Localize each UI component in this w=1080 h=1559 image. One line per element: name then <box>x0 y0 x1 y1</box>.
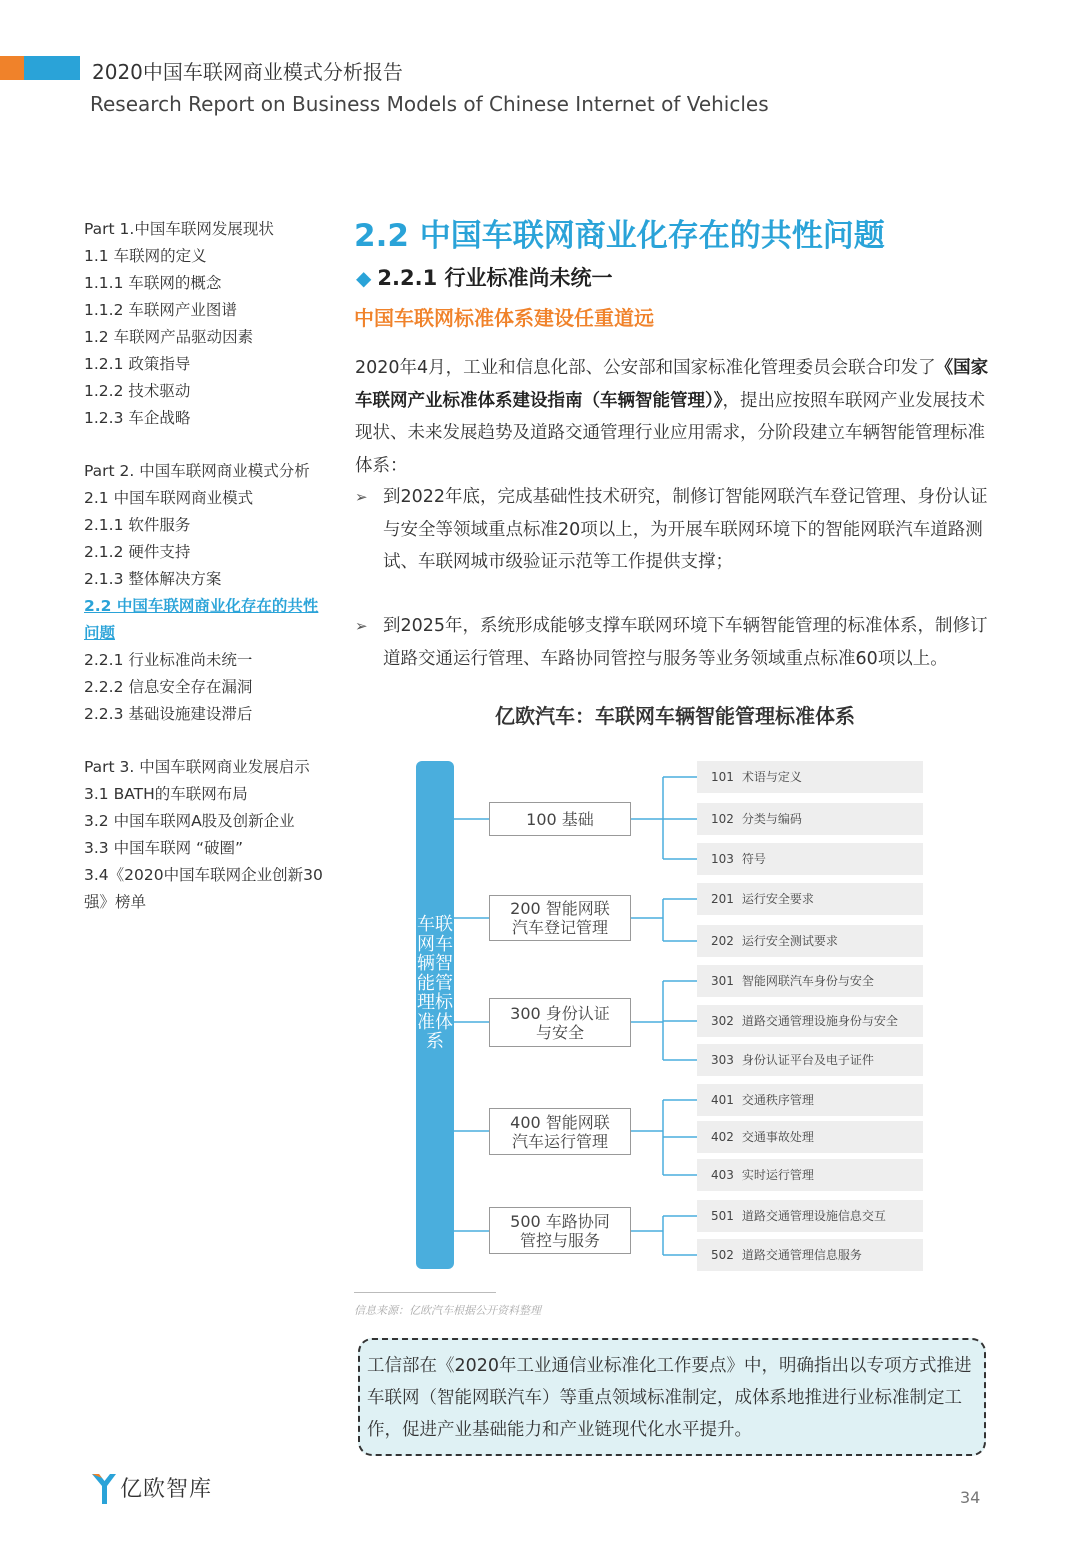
leaf-label: 交通事故处理 <box>741 1130 814 1144</box>
toc-item[interactable]: 1.2 车联网产品驱动因素 <box>84 328 254 346</box>
toc-item[interactable]: 3.1 BATH的车联网布局 <box>84 785 248 803</box>
arrow-bullet-icon: ➢ <box>355 617 368 635</box>
logo-text: 亿欧智库 <box>120 1477 213 1502</box>
leaf-item <box>697 1044 923 1076</box>
category-label: 300 身份认证 <box>510 1003 610 1023</box>
table-of-contents <box>84 216 334 942</box>
leaf-code: 302 <box>711 1014 734 1028</box>
leaf-code: 102 <box>711 812 734 826</box>
leaf-code: 401 <box>711 1093 734 1107</box>
toc-group-part3 <box>84 754 334 916</box>
toc-item[interactable]: 2.1.1 软件服务 <box>84 516 191 534</box>
category-label: 汽车登记管理 <box>511 918 608 937</box>
leaf-item <box>697 803 923 835</box>
leaf-code: 103 <box>711 852 734 866</box>
category-box <box>489 1207 631 1254</box>
toc-item[interactable]: 2.1 中国车联网商业模式 <box>84 489 254 507</box>
leaf-label: 运行安全测试要求 <box>741 934 838 948</box>
toc-item[interactable]: Part 3. 中国车联网商业发展启示 <box>84 758 310 776</box>
callout-box: 工信部在《2020年工业通信业标准化工作要点》中，明确指出以专项方式推进车联网（智能网联汽车）等重点领域标准制定，成体系地推进行业标准制定工作，促进产业基础能力和产业链现代化水平提升。 <box>358 1338 986 1456</box>
toc-item[interactable]: 1.1.1 车联网的概念 <box>84 274 222 292</box>
leaf-item <box>697 1200 923 1232</box>
toc-item[interactable]: 1.1 车联网的定义 <box>84 247 207 265</box>
page-number: 34 <box>960 1488 981 1507</box>
category-label: 管控与服务 <box>519 1230 600 1250</box>
leaf-item <box>697 883 923 915</box>
toc-item[interactable]: 3.2 中国车联网A股及创新企业 <box>84 812 295 830</box>
subsection-title-text: 2.2.1 行业标准尚未统一 <box>377 266 613 290</box>
toc-item[interactable]: 1.2.2 技术驱动 <box>84 382 191 400</box>
leaf-label: 智能网联汽车身份与安全 <box>741 974 874 988</box>
toc-group-part2 <box>84 458 334 728</box>
leaf-code: 301 <box>711 974 734 988</box>
toc-item[interactable]: 1.2.3 车企战略 <box>84 409 191 427</box>
category-label: 与安全 <box>535 1022 584 1042</box>
toc-item[interactable]: 2.2.3 基础设施建设滞后 <box>84 705 253 723</box>
toc-item[interactable]: 3.3 中国车联网 “破圈” <box>84 839 244 857</box>
leaf-item <box>697 843 923 875</box>
category-label: 200 智能网联 <box>510 899 610 918</box>
leaf-code: 101 <box>711 770 734 784</box>
logo-y-icon <box>90 1470 118 1506</box>
section-title: 2.2 中国车联网商业化存在的共性问题 <box>354 218 885 254</box>
leaf-item <box>697 925 923 957</box>
report-title: 2020中国车联网商业模式分析报告 <box>92 60 403 84</box>
toc-item[interactable]: 2.1.3 整体解决方案 <box>84 570 222 588</box>
source-divider <box>354 1292 496 1293</box>
leaf-code: 502 <box>711 1248 734 1262</box>
category-label: 100 基础 <box>526 809 594 829</box>
leaf-item <box>697 1005 923 1037</box>
bullet-text: 到2025年，系统形成能够支撑车联网环境下车辆智能管理的标准体系，制修订道路交通运行管理、车路协同管控与服务等业务领域重点标准60项以上。 <box>383 616 988 669</box>
category-box <box>489 802 631 836</box>
paragraph-text: ，提出应按照车联网产业发展技术现状、未来发展趋势及道路交通管理行业应用需求，分阶段建立车辆智能管理标准体系： <box>355 390 985 476</box>
toc-item[interactable]: Part 2. 中国车联网商业模式分析 <box>84 462 310 480</box>
diamond-icon: ◆ <box>356 266 372 290</box>
bullet-item <box>355 481 995 579</box>
category-label: 汽车运行管理 <box>511 1131 608 1151</box>
leaf-label: 身份认证平台及电子证件 <box>741 1053 874 1067</box>
arrow-bullet-icon: ➢ <box>355 488 368 506</box>
leaf-code: 303 <box>711 1053 734 1067</box>
bullet-text: 到2022年底，完成基础性技术研究，制修订智能网联汽车登记管理、身份认证与安全等领域重点标准20项以上，为开展车联网环境下的智能网联汽车道路测试、车联网城市级验证示范等工作提供支撑； <box>383 487 988 572</box>
category-label: 400 智能网联 <box>510 1112 610 1132</box>
paragraph-text: 2020年4月，工业和信息化部、公安部和国家标准化管理委员会联合印发了 <box>355 358 936 378</box>
leaf-label: 符号 <box>741 852 766 866</box>
leaf-code: 403 <box>711 1168 734 1182</box>
toc-group-part1 <box>84 216 334 432</box>
leaf-label: 实时运行管理 <box>741 1168 814 1182</box>
leaf-label: 道路交通管理信息服务 <box>741 1248 862 1262</box>
leaf-label: 道路交通管理设施信息交互 <box>741 1209 886 1223</box>
toc-item[interactable]: 1.2.1 政策指导 <box>84 355 191 373</box>
figure-source: 信息来源：亿欧汽车根据公开资料整理 <box>354 1304 541 1317</box>
toc-item[interactable]: 2.2.2 信息安全存在漏洞 <box>84 678 253 696</box>
leaf-label: 交通秩序管理 <box>741 1093 814 1107</box>
leaf-code: 501 <box>711 1209 734 1223</box>
category-box <box>489 998 631 1047</box>
leaf-item <box>697 1121 923 1153</box>
intro-paragraph <box>355 352 995 482</box>
leaf-label: 道路交通管理设施身份与安全 <box>741 1014 898 1028</box>
leaf-label: 术语与定义 <box>741 770 802 784</box>
leaf-code: 402 <box>711 1130 734 1144</box>
leaf-label: 分类与编码 <box>741 812 802 826</box>
figure-title: 亿欧汽车：车联网车辆智能管理标准体系 <box>495 704 855 728</box>
header-orange-block <box>0 56 24 80</box>
toc-item[interactable]: 3.4《2020中国车联网企业创新30强》榜单 <box>84 866 323 911</box>
brand-logo <box>90 1470 220 1506</box>
category-box <box>489 1108 631 1155</box>
leaf-item <box>697 1159 923 1191</box>
leaf-item <box>697 761 923 793</box>
subsection-title <box>356 262 613 292</box>
subsection-highlight: 中国车联网标准体系建设任重道远 <box>354 306 654 330</box>
leaf-code: 201 <box>711 892 734 906</box>
toc-item[interactable]: Part 1.中国车联网发展现状 <box>84 220 274 238</box>
leaf-item <box>697 965 923 997</box>
leaf-label: 运行安全要求 <box>741 892 814 906</box>
leaf-item <box>697 1084 923 1116</box>
bullet-item <box>355 610 995 675</box>
leaf-code: 202 <box>711 934 734 948</box>
report-subtitle: Research Report on Business Models of Chinese Internet of Vehicles <box>90 92 769 116</box>
leaf-item <box>697 1239 923 1271</box>
standards-system-diagram <box>350 755 990 1275</box>
root-label: 车联网车辆智能管理标准体系 <box>417 914 453 1052</box>
paragraph-bold-title: 《国家车联网产业标准体系建设指南（车辆智能管理）》 <box>355 358 989 411</box>
toc-item[interactable]: 1.1.2 车联网产业图谱 <box>84 301 237 319</box>
toc-item-active[interactable]: 2.2 中国车联网商业化存在的共性问题 <box>84 597 319 642</box>
toc-item[interactable]: 2.2.1 行业标准尚未统一 <box>84 651 253 669</box>
toc-item[interactable]: 2.1.2 硬件支持 <box>84 543 191 561</box>
category-box <box>489 895 631 941</box>
category-label: 500 车路协同 <box>510 1211 610 1231</box>
header-blue-block <box>24 56 80 80</box>
